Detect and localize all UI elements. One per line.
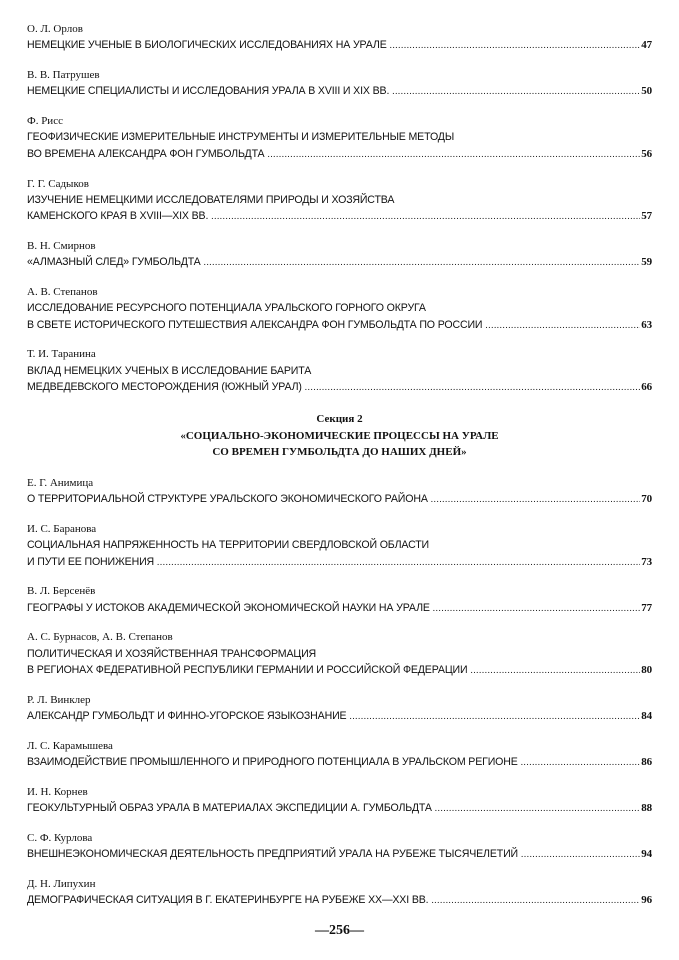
dot-leader [521, 754, 641, 770]
entry-author: О. Л. Орлов [27, 23, 83, 35]
entry-title-line [27, 491, 652, 507]
entry-page-number: 77 [641, 601, 652, 614]
toc-entry[interactable] [27, 67, 652, 100]
entry-title-text: ГЕОКУЛЬТУРНЫЙ ОБРАЗ УРАЛА В МАТЕРИАЛАХ ЭКСПЕДИЦИИ А. ГУМБОЛЬДТА [27, 802, 432, 815]
entry-page-number: 84 [641, 710, 652, 723]
toc-entry[interactable] [27, 284, 652, 333]
entry-title-text: ПОЛИТИЧЕСКАЯ И ХОЗЯЙСТВЕННАЯ ТРАНСФОРМАЦИЯ [27, 647, 317, 660]
entry-title-line [27, 708, 652, 724]
entry-author: Ф. Рисс [27, 115, 63, 128]
entry-title-line [27, 379, 652, 395]
entry-author: В. Л. Берсенёв [27, 585, 96, 598]
dot-leader [433, 600, 641, 616]
table-of-contents [27, 21, 652, 922]
entry-title-line [27, 317, 652, 333]
entry-author: И. С. Баранова [27, 522, 97, 535]
entry-author: Е. Г. Анимица [27, 476, 94, 489]
entry-title-line [27, 646, 652, 662]
dot-leader [485, 317, 640, 333]
entry-title-text: В СВЕТЕ ИСТОРИЧЕСКОГО ПУТЕШЕСТВИЯ АЛЕКСАНДРА ФОН ГУМБОЛЬДТА ПО РОССИИ [27, 318, 483, 331]
toc-entry[interactable] [27, 113, 652, 162]
toc-entry[interactable] [27, 583, 652, 616]
entry-title-line [27, 37, 652, 53]
entry-title-line [27, 254, 652, 270]
entry-page-number: 57 [641, 210, 652, 223]
dot-leader [435, 800, 641, 816]
dot-leader [392, 83, 640, 99]
entry-title-text: И ПУТИ ЕЕ ПОНИЖЕНИЯ [27, 555, 155, 568]
toc-entry[interactable] [27, 629, 652, 678]
entry-title-text: НЕМЕЦКИЕ УЧЕНЫЕ В БИОЛОГИЧЕСКИХ ИССЛЕДОВАНИЯХ НА УРАЛЕ [27, 39, 387, 52]
entry-title-text: В РЕГИОНАХ ФЕДЕРАТИВНОЙ РЕСПУБЛИКИ ГЕРМАНИИ И РОССИЙСКОЙ ФЕДЕРАЦИИ [27, 664, 468, 677]
entry-page-number: 96 [641, 894, 652, 907]
entry-page-number: 63 [641, 318, 652, 331]
entry-page-number: 80 [641, 664, 652, 677]
entry-author: А. В. Степанов [27, 286, 98, 299]
entry-title-line [27, 537, 652, 553]
toc-entry[interactable] [27, 521, 652, 570]
entry-title-line [27, 208, 652, 224]
dot-leader [305, 379, 641, 395]
dot-leader [204, 254, 641, 270]
entry-page-number: 59 [641, 256, 652, 269]
entry-author: Л. С. Карамышева [27, 739, 113, 752]
entry-title-line [27, 363, 652, 379]
entry-title-text: ВКЛАД НЕМЕЦКИХ УЧЕНЫХ В ИССЛЕДОВАНИЕ БАРИТА [27, 364, 312, 377]
entry-author: Р. Л. Винклер [27, 693, 91, 706]
entry-title-text: АЛЕКСАНДР ГУМБОЛЬДТ И ФИННО-УГОРСКОЕ ЯЗЫКОЗНАНИЕ [27, 710, 347, 723]
entry-author: В. В. Патрушев [27, 69, 100, 82]
dot-leader [267, 146, 640, 162]
toc-entry[interactable] [27, 830, 652, 863]
entry-page-number: 88 [641, 802, 652, 815]
entry-title-text: О ТЕРРИТОРИАЛЬНОЙ СТРУКТУРЕ УРАЛЬСКОГО ЭКОНОМИЧЕСКОГО РАЙОНА [27, 493, 428, 506]
entry-title-text: ДЕМОГРАФИЧЕСКАЯ СИТУАЦИЯ В Г. ЕКАТЕРИНБУРГЕ НА РУБЕЖЕ XX—XXI ВВ. [27, 894, 429, 907]
entry-author: И. Н. Корнев [27, 786, 88, 798]
entry-title-line [27, 754, 652, 770]
dot-leader [157, 554, 640, 570]
entry-title-line [27, 892, 652, 908]
dot-leader [470, 662, 640, 678]
entry-title-text: ИЗУЧЕНИЕ НЕМЕЦКИМИ ИССЛЕДОВАТЕЛЯМИ ПРИРОДЫ И ХОЗЯЙСТВА [27, 193, 395, 206]
entry-title-text: СОЦИАЛЬНАЯ НАПРЯЖЕННОСТЬ НА ТЕРРИТОРИИ СВЕРДЛОВСКОЙ ОБЛАСТИ [27, 539, 430, 552]
entry-author: А. С. Бурнасов, А. В. Степанов [27, 631, 173, 644]
section-title-line: «СОЦИАЛЬНО-ЭКОНОМИЧЕСКИЕ ПРОЦЕССЫ НА УРАЛЕ [180, 429, 499, 442]
entry-title-text: ВНЕШНЕЭКОНОМИЧЕСКАЯ ДЕЯТЕЛЬНОСТЬ ПРЕДПРИЯТИЙ УРАЛА НА РУБЕЖЕ ТЫСЯЧЕЛЕТИЙ [27, 848, 519, 861]
entry-title-line [27, 83, 652, 99]
entry-title-text: КАМЕНСКОГО КРАЯ В XVIII—XIX ВВ. [27, 210, 209, 223]
section-label: Секция 2 [316, 413, 363, 426]
entry-title-text: ГЕОГРАФЫ У ИСТОКОВ АКАДЕМИЧЕСКОЙ ЭКОНОМИЧЕСКОЙ НАУКИ НА УРАЛЕ [27, 601, 430, 614]
entry-title-text: ГЕОФИЗИЧЕСКИЕ ИЗМЕРИТЕЛЬНЫЕ ИНСТРУМЕНТЫ И ИЗМЕРИТЕЛЬНЫЕ МЕТОДЫ [27, 131, 455, 144]
entry-page-number: 56 [641, 147, 652, 160]
entry-title-line [27, 192, 652, 208]
entry-page-number: 86 [641, 756, 652, 769]
entry-title-text: НЕМЕЦКИЕ СПЕЦИАЛИСТЫ И ИССЛЕДОВАНИЯ УРАЛА В XVIII И XIX ВВ. [27, 85, 390, 98]
toc-entry[interactable] [27, 876, 652, 909]
toc-entry[interactable] [27, 176, 652, 225]
entry-title-text: МЕДВЕДЕВСКОГО МЕСТОРОЖДЕНИЯ (ЮЖНЫЙ УРАЛ) [27, 381, 302, 394]
toc-entry[interactable] [27, 692, 652, 725]
entry-page-number: 50 [641, 85, 652, 98]
dot-leader [431, 491, 641, 507]
entry-title-line [27, 146, 652, 162]
dot-leader [211, 208, 640, 224]
entry-page-number: 94 [641, 848, 652, 861]
toc-entry[interactable] [27, 238, 652, 271]
entry-title-line [27, 600, 652, 616]
entry-author: С. Ф. Курлова [27, 832, 93, 845]
dot-leader [431, 892, 640, 908]
toc-entry[interactable] [27, 784, 652, 817]
section-title-line: СО ВРЕМЕН ГУМБОЛЬДТА ДО НАШИХ ДНЕЙ» [212, 446, 467, 459]
entry-page-number: 66 [641, 381, 652, 394]
toc-entry[interactable] [27, 738, 652, 771]
entry-title-text: ИССЛЕДОВАНИЕ РЕСУРСНОГО ПОТЕНЦИАЛА УРАЛЬСКОГО ГОРНОГО ОКРУГА [27, 302, 426, 315]
toc-entry[interactable] [27, 21, 652, 54]
entry-page-number: 70 [641, 493, 652, 506]
section-heading [27, 411, 652, 461]
entry-title-line [27, 554, 652, 570]
entry-title-line [27, 129, 652, 145]
page-number: —256— [315, 923, 364, 938]
entry-title-line [27, 846, 652, 862]
entries-section-2 [27, 475, 652, 909]
entries-section-1 [27, 21, 652, 395]
entry-title-line [27, 662, 652, 678]
entry-page-number: 73 [641, 555, 652, 568]
dot-leader [390, 37, 641, 53]
entry-title-text: ВО ВРЕМЕНА АЛЕКСАНДРА ФОН ГУМБОЛЬДТА [27, 147, 265, 160]
entry-author: В. Н. Смирнов [27, 239, 96, 252]
toc-entry[interactable] [27, 475, 652, 508]
entry-title-line [27, 300, 652, 316]
entry-title-text: «АЛМАЗНЫЙ СЛЕД» ГУМБОЛЬДТА [27, 256, 201, 269]
dot-leader [521, 846, 640, 862]
entry-author: Т. И. Таранина [27, 348, 96, 361]
toc-entry[interactable] [27, 346, 652, 395]
entry-title-line [27, 800, 652, 816]
dot-leader [349, 708, 640, 724]
entry-title-text: ВЗАИМОДЕЙСТВИЕ ПРОМЫШЛЕННОГО И ПРИРОДНОГО ПОТЕНЦИАЛА В УРАЛЬСКОМ РЕГИОНЕ [27, 756, 518, 769]
entry-author: Д. Н. Липухин [27, 878, 96, 891]
entry-author: Г. Г. Садыков [27, 177, 89, 190]
entry-page-number: 47 [641, 39, 652, 52]
